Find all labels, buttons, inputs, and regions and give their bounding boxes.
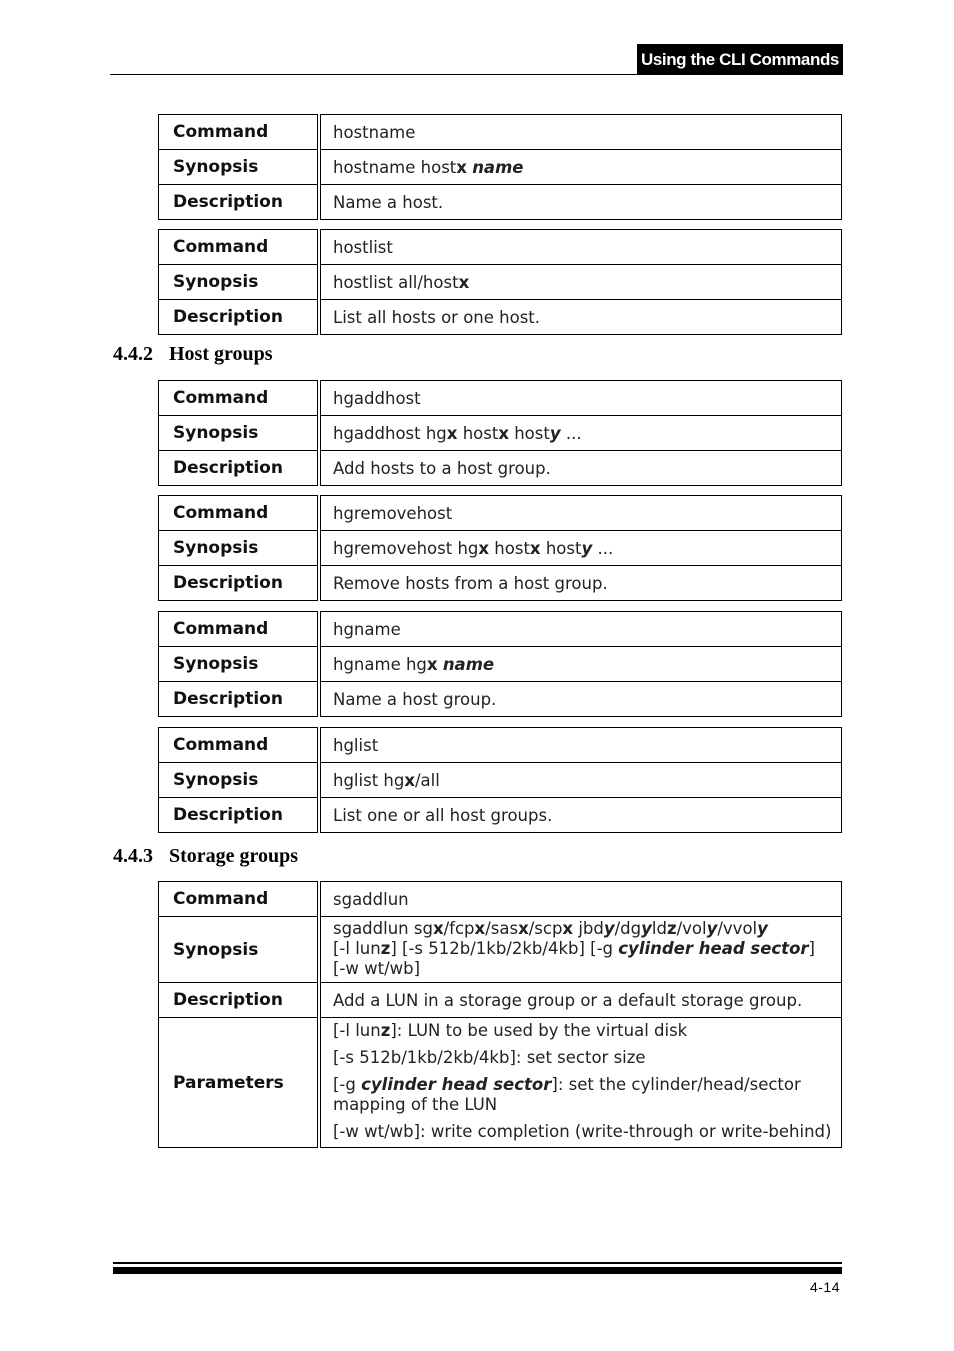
section-title: Host groups	[169, 343, 273, 365]
synopsis-value: hostname hostx name	[319, 150, 842, 185]
section-number: 4.4.2	[113, 343, 153, 365]
command-table-hostlist	[158, 229, 842, 335]
synopsis-value	[319, 917, 842, 983]
command-table-hgaddhost	[158, 380, 842, 486]
synopsis-value: hgremovehost hgx hostx hosty ...	[319, 531, 842, 566]
command-value: hgname	[319, 612, 842, 647]
command-value: hglist	[319, 728, 842, 763]
command-table-hgremovehost	[158, 495, 842, 601]
parameter-item: [-s 512b/1kb/2kb/4kb]: set sector size	[333, 1048, 646, 1067]
synopsis-value: hostlist all/hostx	[319, 265, 842, 300]
command-value: hgaddhost	[319, 381, 842, 416]
command-value: hostlist	[319, 230, 842, 265]
command-value: hgremovehost	[319, 496, 842, 531]
synopsis-line: [-l lunz] [-s 512b/1kb/2kb/4kb] [-g cylinder head sector]	[333, 939, 815, 958]
description-label: Description	[159, 185, 320, 220]
synopsis-label: Synopsis	[159, 763, 320, 798]
command-label: Command	[159, 612, 320, 647]
description-label: Description	[159, 798, 320, 833]
synopsis-value: hgname hgx name	[319, 647, 842, 682]
section-title: Storage groups	[169, 845, 299, 867]
command-table-sgaddlun	[158, 881, 842, 1148]
synopsis-label: Synopsis	[159, 265, 320, 300]
synopsis-label: Synopsis	[159, 917, 320, 983]
synopsis-line: sgaddlun sgx/fcpx/sasx/scpx jbdy/dgyldz/voly/vvoly	[333, 919, 768, 938]
parameter-item: [-w wt/wb]: write completion (write-through or write-behind)	[333, 1122, 832, 1141]
description-value: Remove hosts from a host group.	[319, 566, 842, 601]
parameters-value	[319, 1018, 842, 1148]
command-label: Command	[159, 882, 320, 917]
parameter-item: [-l lunz]: LUN to be used by the virtual disk	[333, 1021, 688, 1040]
command-label: Command	[159, 728, 320, 763]
description-value: Add hosts to a host group.	[319, 451, 842, 486]
section-number: 4.4.3	[113, 845, 153, 867]
header-rule	[110, 74, 842, 75]
command-label: Command	[159, 230, 320, 265]
synopsis-value: hgaddhost hgx hostx hosty ...	[319, 416, 842, 451]
synopsis-value: hglist hgx/all	[319, 763, 842, 798]
synopsis-label: Synopsis	[159, 531, 320, 566]
description-label: Description	[159, 451, 320, 486]
command-label: Command	[159, 115, 320, 150]
page-number: 4-14	[809, 1279, 840, 1295]
description-label: Description	[159, 300, 320, 335]
synopsis-label: Synopsis	[159, 150, 320, 185]
command-value: sgaddlun	[319, 882, 842, 917]
chapter-header-badge: Using the CLI Commands	[637, 44, 843, 75]
parameters-label: Parameters	[159, 1018, 320, 1148]
parameter-item: [-g cylinder head sector]: set the cylinder/head/sector mapping of the LUN	[333, 1075, 801, 1114]
command-table-hostname	[158, 114, 842, 220]
synopsis-line: [-w wt/wb]	[333, 959, 421, 978]
command-label: Command	[159, 381, 320, 416]
synopsis-label: Synopsis	[159, 647, 320, 682]
description-value: Name a host group.	[319, 682, 842, 717]
description-label: Description	[159, 983, 320, 1018]
description-label: Description	[159, 566, 320, 601]
command-table-hglist	[158, 727, 842, 833]
section-heading-storage-groups	[113, 845, 298, 868]
description-value: List one or all host groups.	[319, 798, 842, 833]
footer-rule-thin	[113, 1262, 842, 1264]
description-value: List all hosts or one host.	[319, 300, 842, 335]
synopsis-label: Synopsis	[159, 416, 320, 451]
footer-rule-thick	[113, 1267, 842, 1274]
command-table-hgname	[158, 611, 842, 717]
description-value: Name a host.	[319, 185, 842, 220]
description-value: Add a LUN in a storage group or a default storage group.	[319, 983, 842, 1018]
command-label: Command	[159, 496, 320, 531]
command-value: hostname	[319, 115, 842, 150]
description-label: Description	[159, 682, 320, 717]
section-heading-host-groups	[113, 343, 273, 366]
